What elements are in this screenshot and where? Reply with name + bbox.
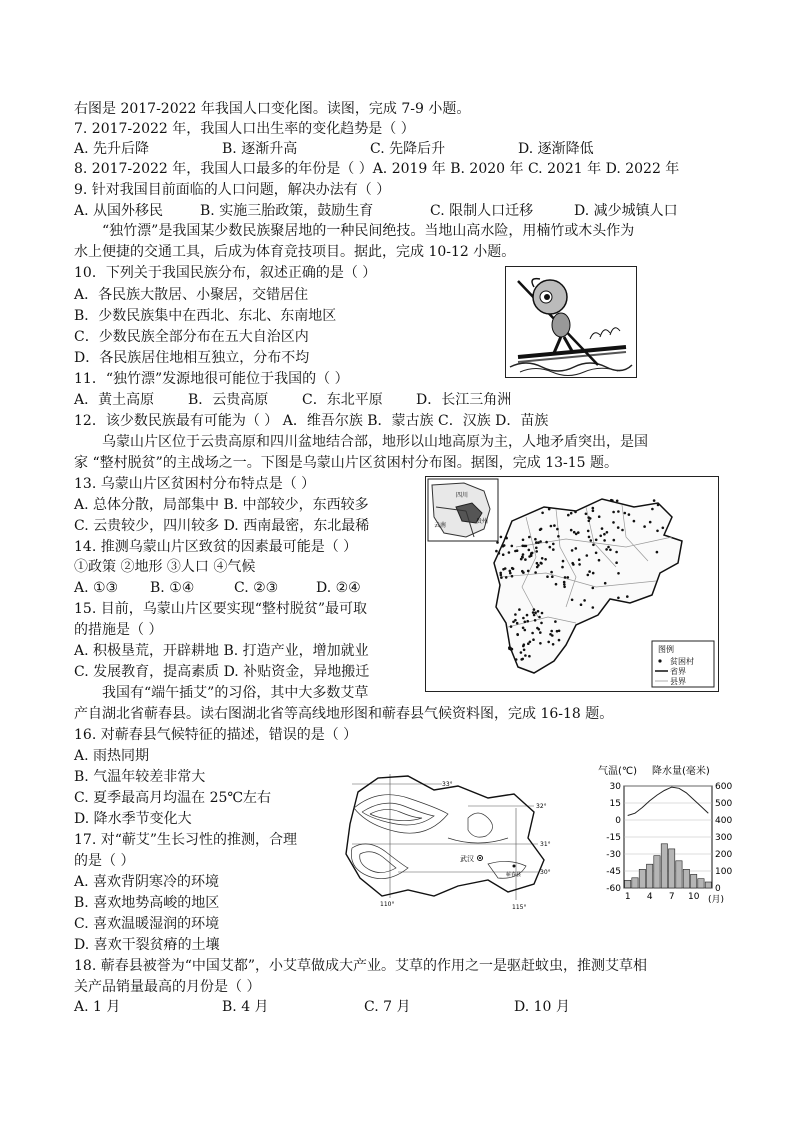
- y-left-tick: 0: [615, 816, 621, 826]
- village-dot: [520, 658, 523, 661]
- option-16d: D. 降水季节变化大: [74, 811, 192, 827]
- option-17d: D. 喜欢干裂贫瘠的土壤: [74, 937, 220, 953]
- chart-title-temp: 气温(℃): [598, 766, 638, 777]
- village-dot: [509, 572, 512, 575]
- village-dot: [539, 528, 542, 531]
- village-dot: [539, 631, 542, 634]
- village-dot: [612, 511, 615, 514]
- village-dot: [604, 582, 607, 585]
- village-dot: [534, 612, 537, 615]
- passage-aicao-2: 产自湖北省蕲春县。读右图湖北省等高线地形图和蕲春县气候资料图，完成 16-18 题。: [74, 706, 614, 722]
- option-17b: B. 喜欢地势高峻的地区: [74, 895, 220, 911]
- village-dot: [592, 587, 595, 590]
- lat-33: 33°: [442, 781, 453, 788]
- village-dot: [621, 529, 624, 532]
- village-dot: [583, 599, 586, 602]
- x-tick: 7: [668, 892, 675, 902]
- y-left-tick: 15: [609, 799, 621, 809]
- village-dot: [530, 554, 533, 557]
- option-17c: C. 喜欢温暖湿润的环境: [74, 916, 220, 932]
- village-dot: [615, 551, 618, 554]
- option-18c: C. 7 月: [364, 999, 411, 1015]
- option-7c: C. 先降后升: [370, 141, 446, 157]
- village-dot: [556, 528, 559, 531]
- village-dot: [550, 630, 553, 633]
- legend-item-province: 省界: [670, 667, 686, 676]
- village-dot: [524, 621, 527, 624]
- hubei-contour-map: [338, 768, 574, 910]
- village-dot: [505, 536, 508, 539]
- village-dot: [561, 566, 564, 569]
- option-7a: A. 先升后降: [74, 141, 150, 157]
- village-dot: [526, 620, 529, 623]
- village-dot: [570, 512, 573, 515]
- village-dot: [552, 548, 555, 551]
- options-15ab: A. 积极垦荒，开辟耕地 B. 打造产业，增加就业: [74, 643, 369, 659]
- y-right-tick: 0: [715, 884, 721, 894]
- option-10c: C．少数民族全部分布在五大自治区内: [74, 329, 309, 345]
- question-7: 7. 2017-2022 年，我国人口出生率的变化趋势是（ ）: [74, 121, 415, 137]
- village-dot: [540, 622, 543, 625]
- passage-wumeng-1: 乌蒙山片区位于云贵高原和四川盆地结合部，地形以山地高原为主，人地矛盾突出，是国: [102, 434, 648, 450]
- village-dot: [522, 571, 525, 574]
- village-dot: [643, 525, 646, 528]
- village-dot: [502, 568, 505, 571]
- passage-dzp-1: “独竹漂”是我国某少数民族聚居地的一种民间绝技。当地山高水险，用楠竹或木头作为: [102, 223, 635, 239]
- village-dot: [540, 562, 543, 565]
- village-dot: [516, 622, 519, 625]
- x-tick: 4: [646, 892, 653, 902]
- contour-lines: [351, 795, 526, 879]
- village-dot: [537, 541, 540, 544]
- precip-bar: [625, 880, 631, 888]
- village-dot: [617, 526, 620, 529]
- village-dot: [546, 575, 549, 578]
- village-dot: [510, 625, 513, 628]
- option-11c: C．东北平原: [302, 392, 383, 408]
- village-dot: [617, 597, 620, 600]
- village-dot: [590, 539, 593, 542]
- village-dot: [599, 535, 602, 538]
- village-dot: [505, 576, 508, 579]
- village-dot: [617, 572, 620, 575]
- intro-7-9: 右图是 2017-2022 年我国人口变化图。读图，完成 7-9 小题。: [74, 101, 471, 117]
- question-17-line2: 的是（ ）: [74, 853, 135, 869]
- y-left-tick: -15: [606, 833, 621, 843]
- x-axis-label: (月): [708, 895, 725, 905]
- label-qichun: 蕲春县: [506, 872, 522, 878]
- village-dot: [533, 614, 536, 617]
- legend-item-county: 县界: [670, 677, 686, 686]
- x-tick: 10: [687, 892, 700, 902]
- village-dot: [495, 550, 498, 553]
- question-10: 10．下列关于我国民族分布，叙述正确的是（ ）: [74, 265, 377, 281]
- y-right-tick: 200: [715, 850, 733, 860]
- option-11a: A．黄土高原: [74, 392, 155, 408]
- village-dot: [536, 627, 539, 630]
- village-dot: [522, 553, 525, 556]
- options-15cd: C. 发展教育，提高素质 D. 补贴资金，异地搬迁: [74, 664, 370, 680]
- village-dot: [515, 658, 518, 661]
- village-dot: [586, 554, 589, 557]
- legend-item-village: 贫困村: [670, 657, 694, 666]
- village-dot: [518, 608, 521, 611]
- passage-aicao-1: 我国有“端午插艾”的习俗，其中大多数艾草: [102, 685, 369, 701]
- village-dot: [533, 608, 536, 611]
- village-dot: [588, 520, 591, 523]
- village-dot: [575, 533, 578, 536]
- option-9b: B. 实施三胎政策，鼓励生育: [200, 203, 374, 219]
- lon-110: 110°: [380, 901, 395, 908]
- village-dot: [598, 559, 601, 562]
- village-dot: [545, 541, 548, 544]
- village-dot: [534, 538, 537, 541]
- option-10a: A．各民族大散居、小聚居，交错居住: [74, 287, 309, 303]
- inset-label-guizhou: 贵州: [476, 518, 489, 525]
- qichun-climate-chart: [594, 760, 734, 910]
- village-dot: [554, 620, 557, 623]
- village-dot: [605, 548, 608, 551]
- village-dot: [514, 613, 517, 616]
- village-dot: [508, 551, 511, 554]
- village-dot: [587, 574, 590, 577]
- inset-label-sichuan: 四川: [456, 492, 469, 499]
- village-dot: [628, 513, 631, 516]
- village-dot: [587, 530, 590, 533]
- village-dot: [550, 525, 553, 528]
- village-dot: [603, 539, 606, 542]
- village-dot: [532, 611, 535, 614]
- village-dot: [510, 648, 513, 651]
- option-14d: D. ②④: [316, 580, 361, 596]
- village-dot: [578, 563, 581, 566]
- village-dot: [572, 563, 575, 566]
- village-dot: [551, 634, 554, 637]
- village-dot: [558, 639, 561, 642]
- village-dot: [536, 562, 539, 565]
- bamboo-rafting-illustration: [505, 266, 637, 378]
- option-18d: D. 10 月: [514, 999, 570, 1015]
- village-dot: [612, 521, 615, 524]
- village-dot: [609, 549, 612, 552]
- village-dot: [509, 570, 512, 573]
- village-dot: [592, 507, 595, 510]
- village-dot: [498, 552, 501, 555]
- village-dot: [626, 595, 629, 598]
- village-dot: [511, 575, 514, 578]
- village-dot: [585, 513, 588, 516]
- village-dot: [549, 546, 552, 549]
- village-dot: [531, 632, 534, 635]
- village-dot: [535, 547, 538, 550]
- y-right-tick: 600: [715, 782, 733, 792]
- precip-bars: [625, 844, 712, 888]
- village-dot: [656, 530, 659, 533]
- option-7b: B. 逐渐升高: [222, 141, 298, 157]
- village-dot: [526, 614, 529, 617]
- village-dot: [606, 531, 609, 534]
- village-dot: [550, 571, 553, 574]
- village-dot: [564, 576, 567, 579]
- village-dot: [524, 629, 527, 632]
- village-dot: [595, 539, 598, 542]
- question-11: 11．“独竹漂”发源地很可能位于我国的（ ）: [74, 371, 349, 387]
- question-16: 16. 对蕲春县气候特征的描述，错误的是（ ）: [74, 727, 358, 743]
- village-dot: [502, 553, 505, 556]
- lat-30: 30°: [540, 869, 551, 876]
- question-18-line1: 18. 蕲春县被誉为“中国艾都”，小艾草做成大产业。艾草的作用之一是驱赶蚊虫，推测艾草相: [74, 958, 648, 974]
- option-16c: C. 夏季最高月均温在 25℃左右: [74, 790, 272, 806]
- village-dot: [601, 527, 604, 530]
- village-dot: [624, 512, 627, 515]
- village-dot: [535, 550, 538, 553]
- village-dot: [588, 570, 591, 573]
- lat-31: 31°: [540, 841, 551, 848]
- precip-bar: [639, 869, 645, 888]
- question-13: 13. 乌蒙山片区贫困村分布特点是（ ）: [74, 476, 316, 492]
- village-dot: [555, 583, 558, 586]
- option-18b: B. 4 月: [222, 999, 269, 1015]
- village-dot: [524, 654, 527, 657]
- question-14-factors: ①政策 ②地形 ③人口 ④气候: [74, 559, 256, 575]
- village-dot: [563, 583, 566, 586]
- village-dot: [500, 536, 503, 539]
- village-dot: [541, 557, 544, 560]
- temperature-curve: [628, 787, 709, 815]
- option-11b: B．云贵高原: [188, 392, 269, 408]
- village-dot: [516, 633, 519, 636]
- village-dot: [539, 540, 542, 543]
- village-dot: [523, 649, 526, 652]
- village-dot: [551, 575, 554, 578]
- village-dot: [589, 517, 592, 520]
- village-dot: [575, 547, 578, 550]
- legend-title: 图例: [658, 645, 674, 654]
- village-dot: [571, 549, 574, 552]
- label-wuhan: 武汉: [460, 855, 474, 863]
- village-dot: [534, 571, 537, 574]
- option-17a: A. 喜欢背阴寒冷的环境: [74, 874, 220, 890]
- village-dot: [617, 510, 620, 513]
- question-14: 14. 推测乌蒙山片区致贫的因素最可能是（ ）: [74, 539, 358, 555]
- chart-axes: [624, 786, 712, 888]
- village-dot: [503, 544, 506, 547]
- passage-wumeng-2: 家 “整村脱贫”的主战场之一。下图是乌蒙山片区贫困村分布图。据图，完成 13-15 题。: [74, 455, 619, 471]
- passage-dzp-2: 水上便捷的交通工具，后成为体育竞技项目。据此，完成 10-12 小题。: [74, 244, 516, 260]
- village-dot: [500, 576, 503, 579]
- options-13ab: A. 总体分散，局部集中 B. 中部较少，东西较多: [74, 497, 369, 513]
- option-14b: B. ①④: [150, 580, 195, 596]
- village-dot: [603, 533, 606, 536]
- village-dot: [541, 512, 544, 515]
- village-dot: [537, 564, 540, 567]
- village-dot: [653, 499, 656, 502]
- village-dot: [563, 586, 566, 589]
- village-dot: [541, 612, 544, 615]
- village-dot: [567, 576, 570, 579]
- option-14a: A. ①③: [74, 580, 119, 596]
- precip-bar: [669, 849, 675, 888]
- village-dot: [539, 642, 542, 645]
- village-dot: [562, 560, 565, 563]
- village-dot: [573, 531, 576, 534]
- village-dot: [514, 619, 517, 622]
- wumeng-poverty-map: [425, 476, 719, 692]
- village-dot: [574, 511, 577, 514]
- village-dot: [552, 543, 555, 546]
- village-dot: [544, 558, 547, 561]
- option-9a: A. 从国外移民: [74, 203, 164, 219]
- lon-115: 115°: [512, 904, 527, 910]
- precip-bar: [632, 878, 638, 888]
- village-dot: [524, 558, 527, 561]
- village-dot: [592, 572, 595, 575]
- qichun-location-icon: [513, 865, 516, 868]
- village-dot: [580, 603, 583, 606]
- option-14c: C. ②③: [234, 580, 279, 596]
- village-dot: [656, 551, 659, 554]
- village-dot: [548, 508, 551, 511]
- y-right-tick: 100: [715, 867, 733, 877]
- village-dot: [522, 617, 525, 620]
- precip-bar: [661, 844, 667, 888]
- village-dot: [595, 552, 598, 555]
- y-left-tick: -45: [606, 867, 621, 877]
- option-11d: D．长江三角洲: [416, 392, 512, 408]
- village-dot: [522, 645, 525, 648]
- y-right-tick: 500: [715, 799, 733, 809]
- village-dot: [520, 558, 523, 561]
- y-right-tick: 400: [715, 816, 733, 826]
- village-dot: [514, 550, 517, 553]
- village-dot: [527, 642, 530, 645]
- precip-bar: [698, 879, 704, 888]
- village-dot: [537, 610, 540, 613]
- village-dot: [558, 630, 561, 633]
- x-tick: 1: [624, 892, 631, 902]
- option-16b: B. 气温年较差非常大: [74, 769, 206, 785]
- village-dot: [511, 545, 514, 548]
- options-13cd: C. 云贵较少，四川较多 D. 西南最密，东北最稀: [74, 518, 370, 534]
- village-dot: [500, 574, 503, 577]
- precip-bar: [676, 861, 682, 888]
- village-dot: [521, 556, 524, 559]
- precip-bar: [647, 864, 653, 888]
- village-dot: [592, 510, 595, 513]
- village-dot: [571, 599, 574, 602]
- option-10b: B．少数民族集中在西北、东北、东南地区: [74, 308, 337, 324]
- village-dot: [598, 515, 601, 518]
- village-dot: [613, 539, 616, 542]
- village-dot: [633, 520, 636, 523]
- lat-32: 32°: [536, 803, 547, 810]
- option-9d: D. 减少城镇人口: [574, 203, 678, 219]
- question-17-line1: 17. 对“蕲艾”生长习性的推测，合理: [74, 832, 298, 848]
- y-left-tick: -30: [606, 850, 621, 860]
- question-15-line2: 的措施是（ ）: [74, 622, 163, 638]
- question-12: 12．该少数民族最有可能为（ ） A．维吾尔族 B．蒙古族 C．汉族 D．苗族: [74, 413, 549, 429]
- village-dot: [615, 561, 618, 564]
- y-left-tick: 30: [609, 782, 621, 792]
- village-dot: [662, 527, 665, 530]
- village-dot: [592, 606, 595, 609]
- village-dot: [553, 524, 556, 527]
- option-7d: D. 逐渐降低: [518, 141, 594, 157]
- precip-bar: [705, 882, 711, 888]
- precip-bar: [683, 869, 689, 888]
- precip-bar: [691, 874, 697, 888]
- village-dot: [651, 508, 654, 511]
- village-dot: [611, 499, 614, 502]
- y-left-tick: -60: [606, 884, 621, 894]
- village-dot: [567, 514, 570, 517]
- village-dot: [570, 529, 573, 532]
- y-right-tick: 300: [715, 833, 733, 843]
- latitude-lines: [352, 774, 538, 900]
- legend-dot-icon: [658, 659, 661, 662]
- village-dot: [522, 539, 525, 542]
- option-18a: A. 1 月: [74, 999, 121, 1015]
- village-dot: [522, 627, 525, 630]
- village-dot: [557, 535, 560, 538]
- option-9c: C. 限制人口迁移: [430, 203, 534, 219]
- question-15-line1: 15. 目前，乌蒙山片区要实现“整村脱贫”最可取: [74, 601, 368, 617]
- village-dot: [511, 567, 514, 570]
- village-dot: [534, 619, 537, 622]
- village-dot: [657, 504, 660, 507]
- village-dot: [496, 541, 499, 544]
- village-dot: [563, 581, 566, 584]
- village-dot: [527, 570, 530, 573]
- option-10d: D．各民族居住地相互独立，分布不均: [74, 350, 310, 366]
- option-16a: A. 雨热同期: [74, 748, 150, 764]
- village-dot: [552, 643, 555, 646]
- question-8: 8. 2017-2022 年，我国人口最多的年份是（ ）A. 2019 年 B. 2020 年 C. 2021 年 D. 2022 年: [74, 161, 680, 177]
- village-dot: [616, 500, 619, 503]
- village-dot: [520, 651, 523, 654]
- village-dot: [649, 521, 652, 524]
- village-dot: [532, 638, 535, 641]
- village-dot: [547, 641, 550, 644]
- precip-bar: [654, 856, 660, 888]
- village-dot: [592, 544, 595, 547]
- village-dot: [607, 546, 610, 549]
- village-dot: [528, 549, 531, 552]
- village-dot: [578, 558, 581, 561]
- village-dot: [528, 536, 531, 539]
- village-dot: [528, 655, 531, 658]
- question-9: 9. 针对我国目前面临的人口问题，解决办法有（ ）: [74, 182, 391, 198]
- village-dot: [588, 536, 591, 539]
- question-18-line2: 关产品销量最高的月份是（ ）: [74, 979, 261, 995]
- village-dot: [538, 616, 541, 619]
- chart-title-precip: 降水量(毫米): [652, 766, 710, 777]
- village-dot: [523, 545, 526, 548]
- inset-label-yunnan: 云南: [434, 522, 447, 529]
